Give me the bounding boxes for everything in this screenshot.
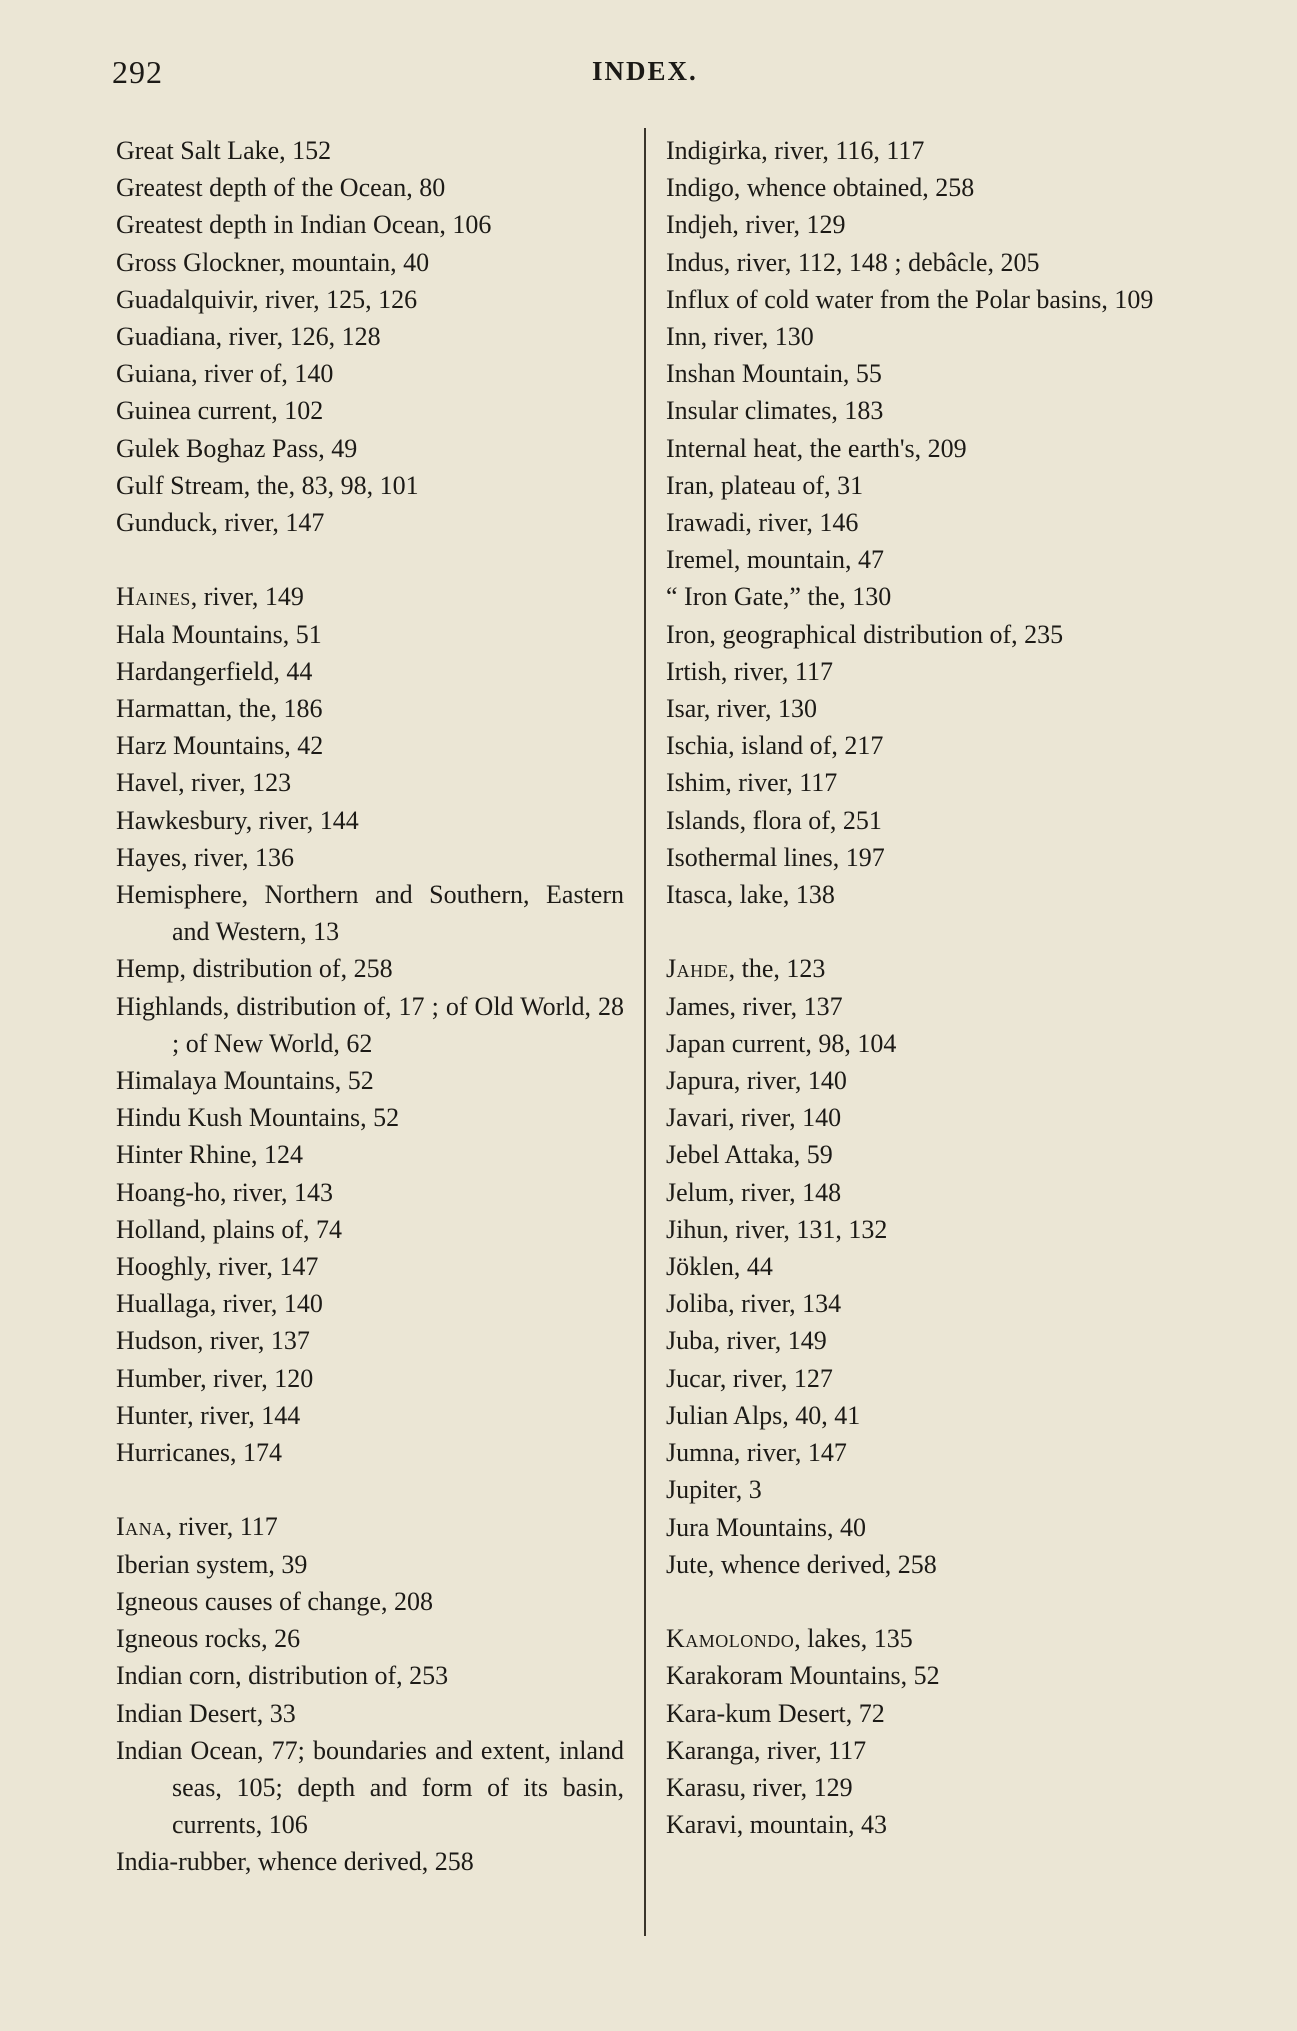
index-entry: Himalaya Mountains, 52: [116, 1066, 374, 1096]
index-entry: Hindu Kush Mountains, 52: [116, 1103, 400, 1133]
index-entry: Jöklen, 44: [666, 1252, 773, 1282]
index-entry: Havel, river, 123: [116, 768, 292, 798]
index-entry: Highlands, distribution of, 17 ; of Old World, 28 ; of New World, 62: [116, 991, 624, 1058]
index-group-i: [116, 1508, 624, 1880]
index-entry: Harmattan, the, 186: [116, 694, 323, 724]
index-entry: Harz Mountains, 42: [116, 731, 324, 761]
index-entry: Javari, river, 140: [666, 1103, 842, 1133]
index-entry: James, river, 137: [666, 991, 843, 1021]
index-entry: Kara-kum Desert, 72: [666, 1698, 885, 1728]
right-index-column: [666, 132, 1180, 1843]
index-group-i-continued: [666, 132, 1180, 913]
index-entry: Gulek Boghaz Pass, 49: [116, 433, 358, 463]
index-entry: Indigirka, river, 116, 117: [666, 136, 925, 165]
index-entry: Jelum, river, 148: [666, 1177, 842, 1207]
index-entry: Hurricanes, 174: [116, 1438, 283, 1468]
index-entry: Indigo, whence obtained, 258: [666, 173, 975, 203]
index-entry: Inshan Mountain, 55: [666, 359, 882, 389]
column-divider: [644, 128, 646, 1936]
index-group-k: [666, 1620, 1180, 1843]
index-entry: Hawkesbury, river, 144: [116, 805, 359, 835]
index-entry: Indian Desert, 33: [116, 1698, 296, 1728]
index-entry: Holland, plains of, 74: [116, 1214, 343, 1244]
index-entry: Guinea current, 102: [116, 396, 324, 426]
index-entry: Iremel, mountain, 47: [666, 545, 885, 575]
running-head: INDEX.: [592, 56, 698, 86]
index-entry: Iran, plateau of, 31: [666, 470, 864, 500]
index-entry: Inn, river, 130: [666, 322, 814, 352]
index-entry: Hoang-ho, river, 143: [116, 1177, 334, 1207]
index-entry: Jihun, river, 131, 132: [666, 1214, 888, 1244]
index-entry: Jumna, river, 147: [666, 1438, 847, 1468]
index-entry: Hinter Rhine, 124: [116, 1140, 304, 1170]
left-index-column: [116, 132, 624, 1881]
index-entry: Islands, flora of, 251: [666, 805, 882, 835]
index-entry: Internal heat, the earth's, 209: [666, 433, 967, 463]
index-entry: Juba, river, 149: [666, 1326, 827, 1356]
lead-word: Jahde: [666, 954, 729, 984]
index-entry: Hardangerfield, 44: [116, 656, 313, 686]
index-entry: Guiana, river of, 140: [116, 359, 334, 389]
index-entry: Karakoram Mountains, 52: [666, 1661, 940, 1691]
lead-rest: , river, 117: [165, 1512, 278, 1542]
index-entry: Iberian system, 39: [116, 1549, 308, 1579]
index-entry: Greatest depth in Indian Ocean, 106: [116, 210, 492, 240]
index-entry: Hemp, distribution of, 258: [116, 954, 393, 984]
index-group-g: [116, 132, 624, 541]
index-entry: Indian Ocean, 77; boundaries and extent, inland seas, 105; depth and form of its basin, currents, 106: [116, 1735, 624, 1840]
group-spacer: [666, 913, 1180, 950]
lead-rest: , lakes, 135: [794, 1624, 913, 1654]
index-entry: Guadiana, river, 126, 128: [116, 322, 381, 352]
lead-word: Kamolondo: [666, 1624, 795, 1654]
group-spacer: [116, 1471, 624, 1508]
index-entry: Hemisphere, Northern and Southern, Eastern and Western, 13: [116, 880, 624, 947]
lead-word: Iana: [116, 1512, 166, 1542]
group-spacer: [666, 1583, 1180, 1620]
index-entry: Hooghly, river, 147: [116, 1252, 319, 1282]
index-entry-lead: [116, 1508, 624, 1545]
index-group-j: [666, 950, 1180, 1582]
index-entry: Indian corn, distribution of, 253: [116, 1661, 449, 1691]
index-entry: Great Salt Lake, 152: [116, 136, 332, 165]
index-entry: Hudson, river, 137: [116, 1326, 310, 1356]
index-entry: Hala Mountains, 51: [116, 619, 322, 649]
index-entry: Indjeh, river, 129: [666, 210, 846, 240]
index-entry: Jute, whence derived, 258: [666, 1549, 937, 1579]
index-entry: Julian Alps, 40, 41: [666, 1400, 861, 1430]
index-entry: Humber, river, 120: [116, 1363, 314, 1393]
index-entry: Guadalquivir, river, 125, 126: [116, 284, 418, 314]
index-entry: Isothermal lines, 197: [666, 842, 885, 872]
index-entry: Jura Mountains, 40: [666, 1512, 867, 1542]
index-entry: Insular climates, 183: [666, 396, 884, 426]
index-entry: Jebel Attaka, 59: [666, 1140, 833, 1170]
index-entry: Iron, geographical distribution of, 235: [666, 619, 1064, 649]
index-entry-lead: [666, 1620, 1180, 1657]
index-entry: Joliba, river, 134: [666, 1289, 842, 1319]
index-entry: Gunduck, river, 147: [116, 508, 325, 538]
index-entry: Karavi, mountain, 43: [666, 1810, 887, 1840]
index-entry: Indus, river, 112, 148 ; debâcle, 205: [666, 247, 1040, 277]
index-entry: Japan current, 98, 104: [666, 1028, 897, 1058]
group-spacer: [116, 541, 624, 578]
index-entry: Karanga, river, 117: [666, 1735, 867, 1765]
index-entry: Jucar, river, 127: [666, 1363, 833, 1393]
index-entry: Jupiter, 3: [666, 1475, 762, 1505]
index-entry: Hunter, river, 144: [116, 1400, 301, 1430]
index-entry: Isar, river, 130: [666, 694, 817, 724]
lead-rest: , river, 149: [190, 582, 304, 612]
index-entry: Ischia, island of, 217: [666, 731, 884, 761]
index-entry: Itasca, lake, 138: [666, 880, 835, 910]
index-entry: Igneous causes of change, 208: [116, 1586, 433, 1616]
lead-word: Haines: [116, 582, 191, 612]
index-entry: Greatest depth of the Ocean, 80: [116, 173, 446, 203]
index-entry: Gross Glockner, mountain, 40: [116, 247, 430, 277]
index-entry: Huallaga, river, 140: [116, 1289, 323, 1319]
index-entry: Japura, river, 140: [666, 1066, 847, 1096]
page-number: 292: [112, 54, 163, 90]
index-entry: Karasu, river, 129: [666, 1772, 853, 1802]
index-entry-lead: [116, 578, 624, 615]
index-entry: Igneous rocks, 26: [116, 1624, 301, 1654]
index-entry: Irawadi, river, 146: [666, 508, 859, 538]
index-entry: Ishim, river, 117: [666, 768, 838, 798]
index-entry-lead: [666, 950, 1180, 987]
index-entry: Irtish, river, 117: [666, 656, 833, 686]
index-entry: Hayes, river, 136: [116, 842, 295, 872]
index-entry: India-rubber, whence derived, 258: [116, 1847, 474, 1877]
index-group-h: [116, 578, 624, 1471]
index-entry: Gulf Stream, the, 83, 98, 101: [116, 470, 419, 500]
page-header: [112, 54, 1182, 94]
index-entry: “ Iron Gate,” the, 130: [666, 582, 892, 612]
lead-rest: , the, 123: [728, 954, 826, 984]
index-entry: Influx of cold water from the Polar basins, 109: [666, 284, 1154, 314]
